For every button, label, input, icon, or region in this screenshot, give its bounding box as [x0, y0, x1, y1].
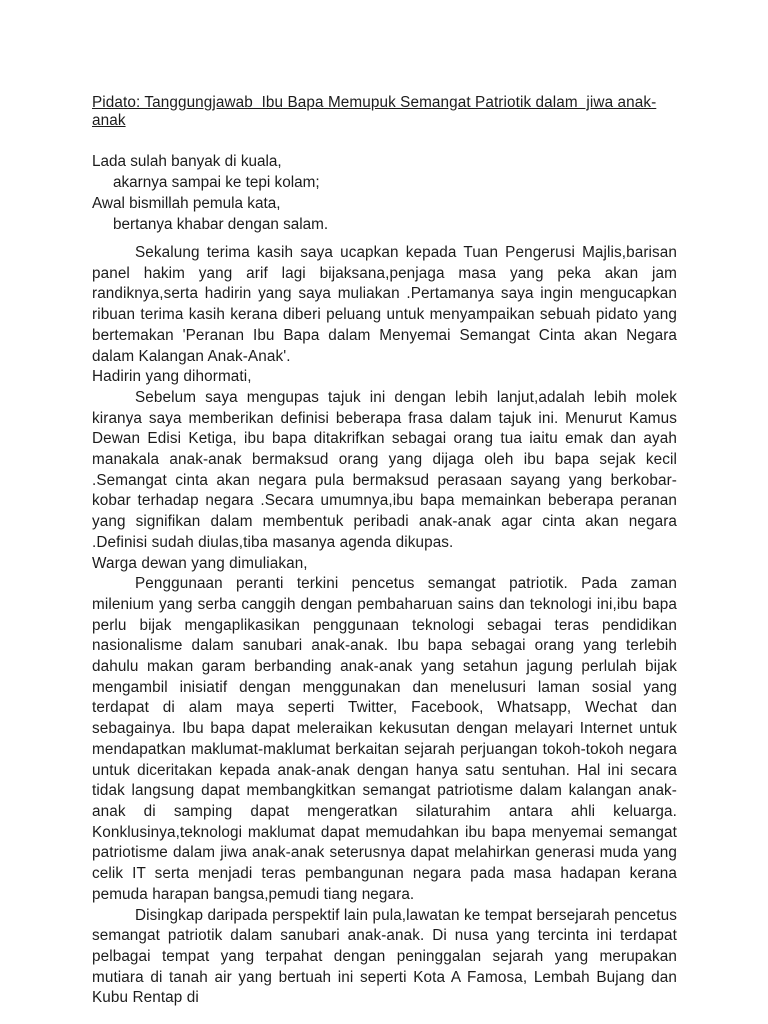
- paragraph-teknologi: Penggunaan peranti terkini pencetus semangat patriotik. Pada zaman milenium yang serba canggih dengan pembaharuan sains dan teknologi ini,ibu bapa perlu bijak mengaplikasikan penggunaan teknologi sebagai teras pendidikan nasionalisme dalam sanubari anak-anak. Ibu bapa sebagai orang yang terlebih dahulu makan garam berbanding anak-anak yang setahun jagung perlulah bijak mengambil inisiatif dengan menggunakan dan menelusuri laman sosial yang terdapat di alam maya seperti Twitter, Facebook, Whatsapp, Wechat dan sebagainya. Ibu bapa dapat meleraikan kekusutan dengan melayari Internet untuk mendapatkan maklumat-maklumat berkaitan sejarah perjuangan tokoh-tokoh negara untuk diceritakan kepada anak-anak dengan hanya satu sentuhan. Hal ini secara tidak langsung dapat membangkitkan semangat patriotisme dalam kalangan anak-anak di samping dapat mengeratkan silaturahim antara ahli keluarga. Konklusinya,teknologi maklumat dapat memudahkan ibu bapa menyemai semangat patriotisme dalam jiwa anak-anak seterusnya dapat melahirkan generasi muda yang celik IT serta menjadi teras pembangunan negara pada masa hadapan kerana pemuda harapan bangsa,pemudi tiang negara.: [92, 575, 677, 903]
- paragraph-greeting: Sekalung terima kasih saya ucapkan kepada Tuan Pengerusi Majlis,barisan panel hakim yang arif lagi bijaksana,penjaga masa yang peka akan jam randiknya,serta hadirin yang saya muliakan .Pertamanya saya ingin mengucapkan ribuan terima kasih kerana diberi peluang untuk menyampaikan sebuah pidato yang bertemakan 'Peranan Ibu Bapa dalam Menyemai Semangat Cinta akan Negara dalam Kalangan Anak-Anak'.: [92, 244, 677, 365]
- pantun-line-2: akarnya sampai ke tepi kolam;: [113, 174, 320, 191]
- pantun-line-3: Awal bismillah pemula kata,: [92, 195, 281, 212]
- document-body: [92, 243, 677, 1009]
- paragraph-definitions: Sebelum saya mengupas tajuk ini dengan lebih lanjut,adalah lebih molek kiranya saya memberikan definisi beberapa frasa dalam tajuk ini. Menurut Kamus Dewan Edisi Ketiga, ibu bapa ditakrifkan sebagai orang tua iaitu emak dan ayah manakala anak-anak bermaksud orang yang dijaga oleh ibu bapa sejak kecil .Semangat cinta akan negara pula bermaksud perasaan sayang yang berkobar-kobar terhadap negara .Secara umumnya,ibu bapa memainkan beberapa peranan yang signifikan dalam membentuk peribadi anak-anak agar cinta akan negara .Definisi sudah diulas,tiba masanya agenda dikupas.: [92, 388, 677, 551]
- salutation-hadirin: Hadirin yang dihormati,: [92, 368, 252, 386]
- pantun-line-4: bertanya khabar dengan salam.: [113, 216, 329, 233]
- paragraph-lawatan: Disingkap daripada perspektif lain pula,lawatan ke tempat bersejarah pencetus semangat patriotik dalam sanubari anak-anak. Di nusa yang tercinta ini terdapat pelbagai tempat yang terpahat dengan peninggalan sejarah yang merupakan mutiara di tanah air yang bertuah ini seperti Kota A Famosa, Lembah Bujang dan Kubu Rentap di: [92, 906, 677, 1007]
- document-title: Pidato: Tanggungjawab Ibu Bapa Memupuk Semangat Patriotik dalam jiwa anak-anak: [92, 94, 657, 129]
- pantun-verse: [92, 151, 677, 235]
- pantun-line-1: Lada sulah banyak di kuala,: [92, 153, 282, 170]
- salutation-warga-dewan: Warga dewan yang dimuliakan,: [92, 554, 308, 572]
